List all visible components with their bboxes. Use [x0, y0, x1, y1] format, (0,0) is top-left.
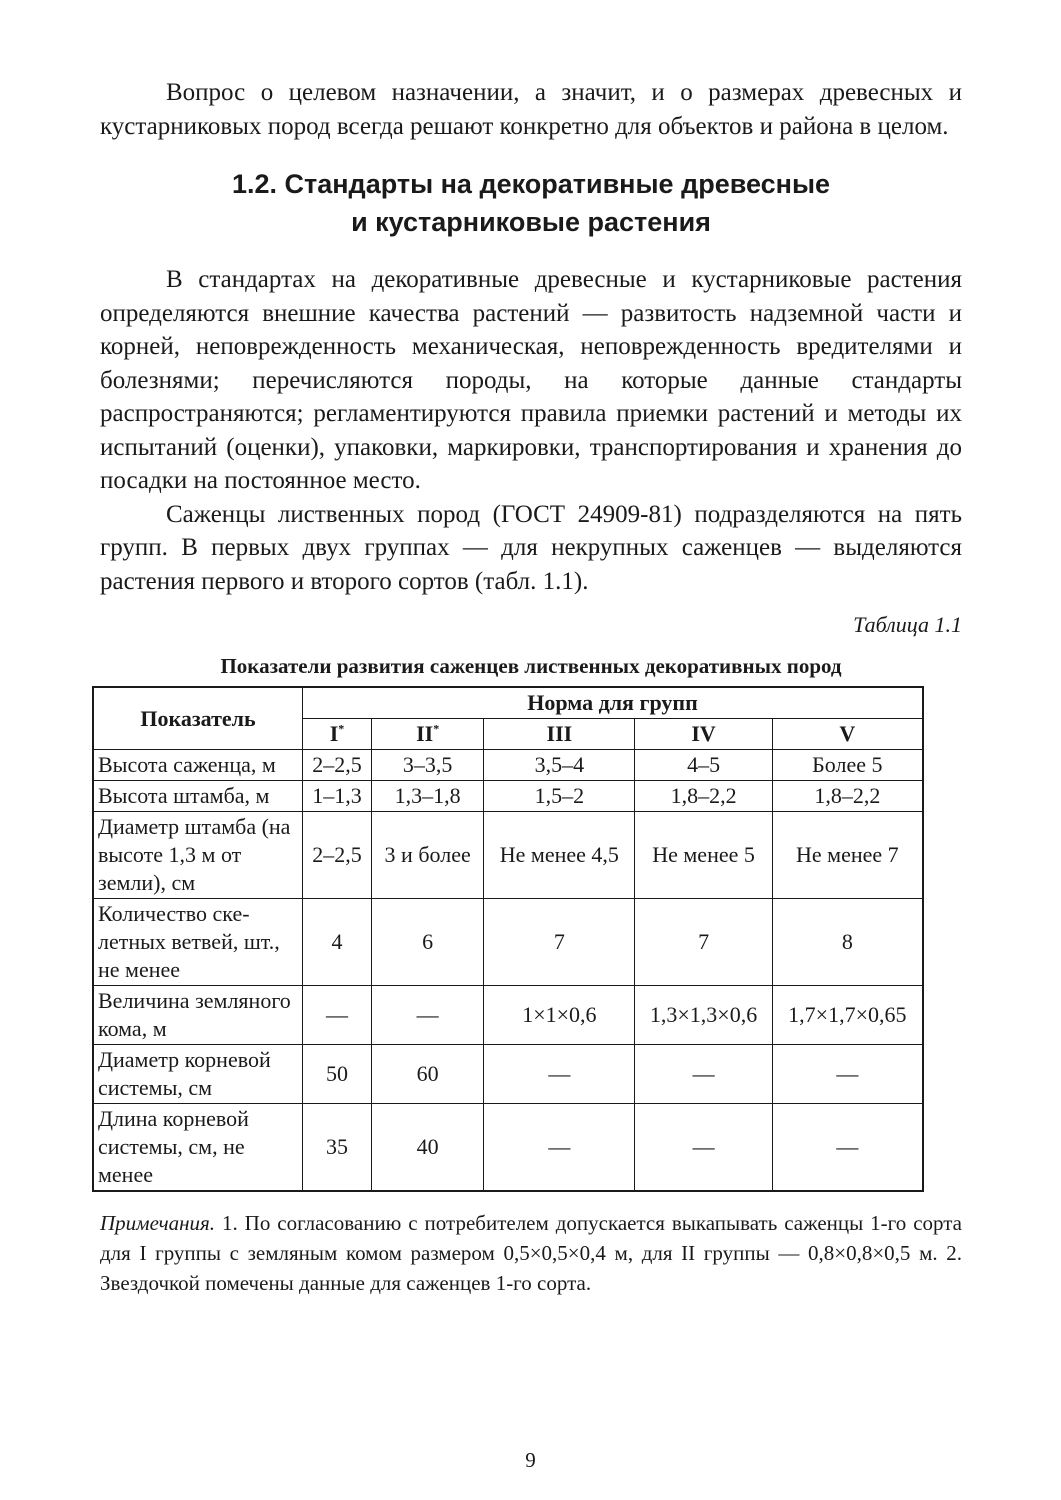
table-header-row [93, 687, 923, 719]
cell-value: 1–1,3 [303, 781, 372, 812]
row-indicator: Диаметр корневой системы, см [93, 1045, 303, 1104]
cell-value: 1,3×1,3×0,6 [635, 986, 772, 1045]
cell-value: 35 [303, 1104, 372, 1192]
group-header-2 [372, 719, 484, 750]
cell-value: 3 и более [372, 812, 484, 899]
cell-value: Более 5 [772, 750, 923, 781]
cell-value: — [772, 1045, 923, 1104]
cell-value: 40 [372, 1104, 484, 1192]
section-title-line2: и кустарниковые растения [351, 207, 711, 237]
group-header-4: IV [635, 719, 772, 750]
cell-value: 1,8–2,2 [772, 781, 923, 812]
cell-value: 8 [772, 899, 923, 986]
cell-value: 3,5–4 [484, 750, 635, 781]
cell-value: — [372, 986, 484, 1045]
row-indicator: Длина корневой системы, см, не менее [93, 1104, 303, 1192]
group-header-3: III [484, 719, 635, 750]
data-table [92, 686, 924, 1192]
cell-value: 1,8–2,2 [635, 781, 772, 812]
section-paragraph-2: Саженцы лиственных пород (ГОСТ 24909-81) подразделяются на пять групп. В первых двух группах — для некрупных саженцев — выделяются растения первого и второго сортов (табл. 1.1). [100, 500, 962, 595]
page-number: 9 [525, 1448, 536, 1472]
page [100, 76, 962, 1298]
cell-value: 1×1×0,6 [484, 986, 635, 1045]
cell-value: 3–3,5 [372, 750, 484, 781]
table-row [93, 1045, 923, 1104]
header-norm: Норма для групп [303, 687, 924, 719]
row-indicator: Количество скелетных ветвей, шт., не менее [93, 899, 303, 986]
cell-value: Не менее 5 [635, 812, 772, 899]
cell-value: 1,7×1,7×0,65 [772, 986, 923, 1045]
cell-value: — [484, 1045, 635, 1104]
cell-value: 2–2,5 [303, 812, 372, 899]
cell-value: — [635, 1045, 772, 1104]
cell-value: — [772, 1104, 923, 1192]
row-indicator: Диаметр штамба (на высоте 1,3 м от земли), см [93, 812, 303, 899]
cell-value: 60 [372, 1045, 484, 1104]
cell-value: 1,5–2 [484, 781, 635, 812]
table-row [93, 899, 923, 986]
cell-value: — [303, 986, 372, 1045]
cell-value: 7 [484, 899, 635, 986]
table-row [93, 750, 923, 781]
note-text: 1. По согласованию с потребителем допускается выкапывать саженцы 1-го сорта для I группы с земляным комом размером 0,5×0,5×0,4 м, для II группы — 0,8×0,8×0,5 м. 2. Звездочкой помечены данные для саженцев 1-го сорта. [100, 1211, 962, 1295]
group-header-5: V [772, 719, 923, 750]
group-header-1 [303, 719, 372, 750]
table-caption: Показатели развития саженцев лиственных декоративных пород [220, 654, 842, 678]
cell-value: — [484, 1104, 635, 1192]
row-indicator: Величина земляного кома, м [93, 986, 303, 1045]
table-note [100, 1208, 962, 1298]
table-label: Таблица 1.1 [853, 612, 962, 637]
star-mark: * [433, 721, 440, 736]
table-row [93, 1104, 923, 1192]
note-label: Примечания. [100, 1211, 216, 1235]
group-label: I [329, 721, 339, 746]
cell-value: 1,3–1,8 [372, 781, 484, 812]
group-label: II [416, 721, 434, 746]
section-paragraph-1: В стандартах на декоративные древесные и кустарниковые растения определяются внешние качества растений — развитость надземной части и корней, неповрежденность механическая, неповрежденность вредителями и болезнями; перечисляются породы, на которые данные стандарты распространяются; регламентируются правила приемки растений и методы их испытаний (оценки), упаковки, маркировки, транспортирования и хранения до посадки на постоянное место. [100, 266, 962, 494]
cell-value: 4–5 [635, 750, 772, 781]
cell-value: Не менее 7 [772, 812, 923, 899]
section-title [100, 165, 962, 241]
cell-value: 2–2,5 [303, 750, 372, 781]
cell-value: — [635, 1104, 772, 1192]
row-indicator: Высота саженца, м [93, 750, 303, 781]
cell-value: 50 [303, 1045, 372, 1104]
cell-value: 6 [372, 899, 484, 986]
star-mark: * [338, 721, 345, 736]
table-row [93, 986, 923, 1045]
cell-value: Не менее 4,5 [484, 812, 635, 899]
intro-paragraph: Вопрос о целевом назначении, а значит, и о размерах древесных и кустарниковых пород всегда решают конкретно для объектов и района в целом. [100, 79, 962, 140]
cell-value: 4 [303, 899, 372, 986]
cell-value: 7 [635, 899, 772, 986]
header-indicator: Показатель [93, 687, 303, 750]
row-indicator: Высота штамба, м [93, 781, 303, 812]
section-title-line1: 1.2. Стандарты на декоративные древесные [231, 169, 831, 199]
table-row [93, 781, 923, 812]
table-row [93, 812, 923, 899]
